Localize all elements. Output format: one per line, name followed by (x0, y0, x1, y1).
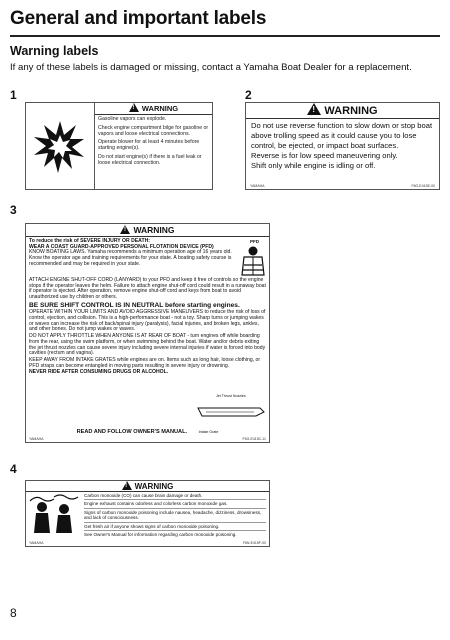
label-text: Engine exhaust contains odorless and colorless carbon monoxide gas. (84, 500, 266, 508)
explosion-icon (26, 103, 94, 189)
pfd-pictogram (240, 245, 266, 277)
warning-triangle-icon (307, 103, 321, 115)
label-text: ATTACH ENGINE SHUT-OFF CORD (LANYARD) to your PFD and keep it free of controls so the engine stops if the operator leaves the helm. Failure to attach engine shut-off cord could result in a runaway boat if operator is ejected. After operation, remove engine shut-off cord and keys from boat to avoid unauthorized use by children or others. (29, 277, 266, 301)
label-text: Shift only while engine is idling or off. (251, 161, 376, 170)
label-number-2: 2 (245, 88, 252, 102)
exhaust-fumes-icon (28, 493, 80, 537)
boat-icon (196, 404, 266, 418)
label-number-3: 3 (10, 203, 17, 217)
part-code: F6G-E415C-11 (242, 437, 266, 441)
warning-triangle-icon (129, 103, 139, 112)
warning-header: !WARNING (26, 224, 269, 237)
warning-label-2 (245, 102, 440, 190)
co-pictogram (28, 493, 80, 537)
label-text: See Owner's Manual for information regarding carbon monoxide poisoning. (84, 532, 237, 538)
brand-mark: YAMAHA (29, 437, 44, 441)
page-number: 8 (10, 606, 17, 620)
label-text: Check engine compartment bilge for gasoline or vapors and loose electrical connections. (98, 124, 209, 137)
label-text: Do not use reverse function to slow down or stop boat above trolling speed as it could cause you to lose control, be ejected, or impact boat surfaces. (251, 121, 433, 150)
part-code: F6N-E415F-00 (242, 541, 266, 545)
label-text: KNOW BOATING LAWS. Yamaha recommends a minimum operation age of 16 years old. Know the operator age and training requirements for your state. A boating safety course is recommended and may be required in your state. (29, 249, 232, 267)
label-text: WEAR A COAST GUARD-APPROVED PERSONAL FLOTATION DEVICE (PFD) (29, 243, 214, 250)
label-text: Get fresh air if anyone shows signs of carbon monoxide poisoning. (84, 523, 266, 531)
part-code: F6G-E415E-00 (411, 184, 435, 188)
brand-mark: YAMAHA (250, 184, 265, 188)
warning-label-3 (25, 223, 270, 443)
page-title: General and important labels (10, 8, 267, 29)
explosion-pictogram (26, 103, 95, 189)
label-text: Gasoline vapors can explode. (98, 116, 167, 122)
label-text: Reverse is for low speed maneuvering only. (251, 151, 398, 160)
warning-label-1 (25, 102, 213, 190)
label-text: OPERATE WITHIN YOUR LIMITS AND AVOID AGGRESSIVE MANEUVERS to reduce the risk of loss of control, ejection, and collision. This is a high-performance boat - not a toy. Sharp turns or jumping wakes or waves can increase the risk of back/spinal injury (paralysis), facial injuries, and broken legs, ankles, and other bones. Do not jump wakes or waves. (29, 309, 266, 333)
pfd-label: PFD (250, 239, 259, 244)
warning-header: !WARNING (246, 103, 439, 119)
label-text: BE SURE SHIFT CONTROL IS IN NEUTRAL before starting engines. (29, 301, 240, 309)
boat-pictogram (196, 404, 266, 418)
label-text: Carbon monoxide (CO) can cause brain damage or death. (84, 492, 266, 500)
warning-triangle-icon (120, 225, 130, 234)
label-number-1: 1 (10, 88, 17, 102)
label-text: To reduce the risk of SEVERE INJURY OR DEATH: (29, 238, 150, 244)
label-text: Signs of carbon monoxide poisoning include nausea, headache, dizziness, drowsiness, and lack of consciousness. (84, 509, 266, 523)
title-rule (10, 35, 440, 37)
label-text: KEEP AWAY FROM INTAKE GRATES while engines are on. Items such as long hair, loose clothing, or PFD straps can become entangled in moving parts resulting in severe injury or drowning. (29, 356, 261, 369)
read-manual-text: READ AND FOLLOW OWNER'S MANUAL. Intake Grate (76, 429, 219, 435)
label-number-4: 4 (10, 462, 17, 476)
warning-header: !WARNING (95, 103, 212, 115)
label-text: DO NOT APPLY THROTTLE WHEN ANYONE IS AT REAR OF BOAT - turn engines off while boarding from the rear, using the swim platform, or when swimming behind the boat. Water and/or debris exiting the jet thrust nozzles can cause severe injury including severe internal injuries if water is forced into body cavities (rectum and vagina). (29, 333, 266, 357)
warning-header: !WARNING (26, 481, 269, 492)
label-text: Do not start engine(s) if there is a fuel leak or loose electrical connection. (98, 153, 202, 166)
life-jacket-icon (240, 245, 266, 277)
intro-text: If any of these labels is damaged or missing, contact a Yamaha Boat Dealer for a replacement. (10, 62, 412, 73)
label-text: Operate blower for at least 4 minutes before starting engine(s). (98, 139, 200, 152)
brand-mark: YAMAHA (29, 541, 44, 545)
warning-triangle-icon (122, 481, 132, 490)
section-heading: Warning labels (10, 44, 99, 58)
nozzle-label: Jet Thrust Nozzles (216, 394, 246, 398)
intake-label: Intake Grate (198, 430, 219, 434)
warning-label-4 (25, 480, 270, 547)
label-text: NEVER RIDE AFTER CONSUMING DRUGS OR ALCOHOL. (29, 369, 169, 376)
